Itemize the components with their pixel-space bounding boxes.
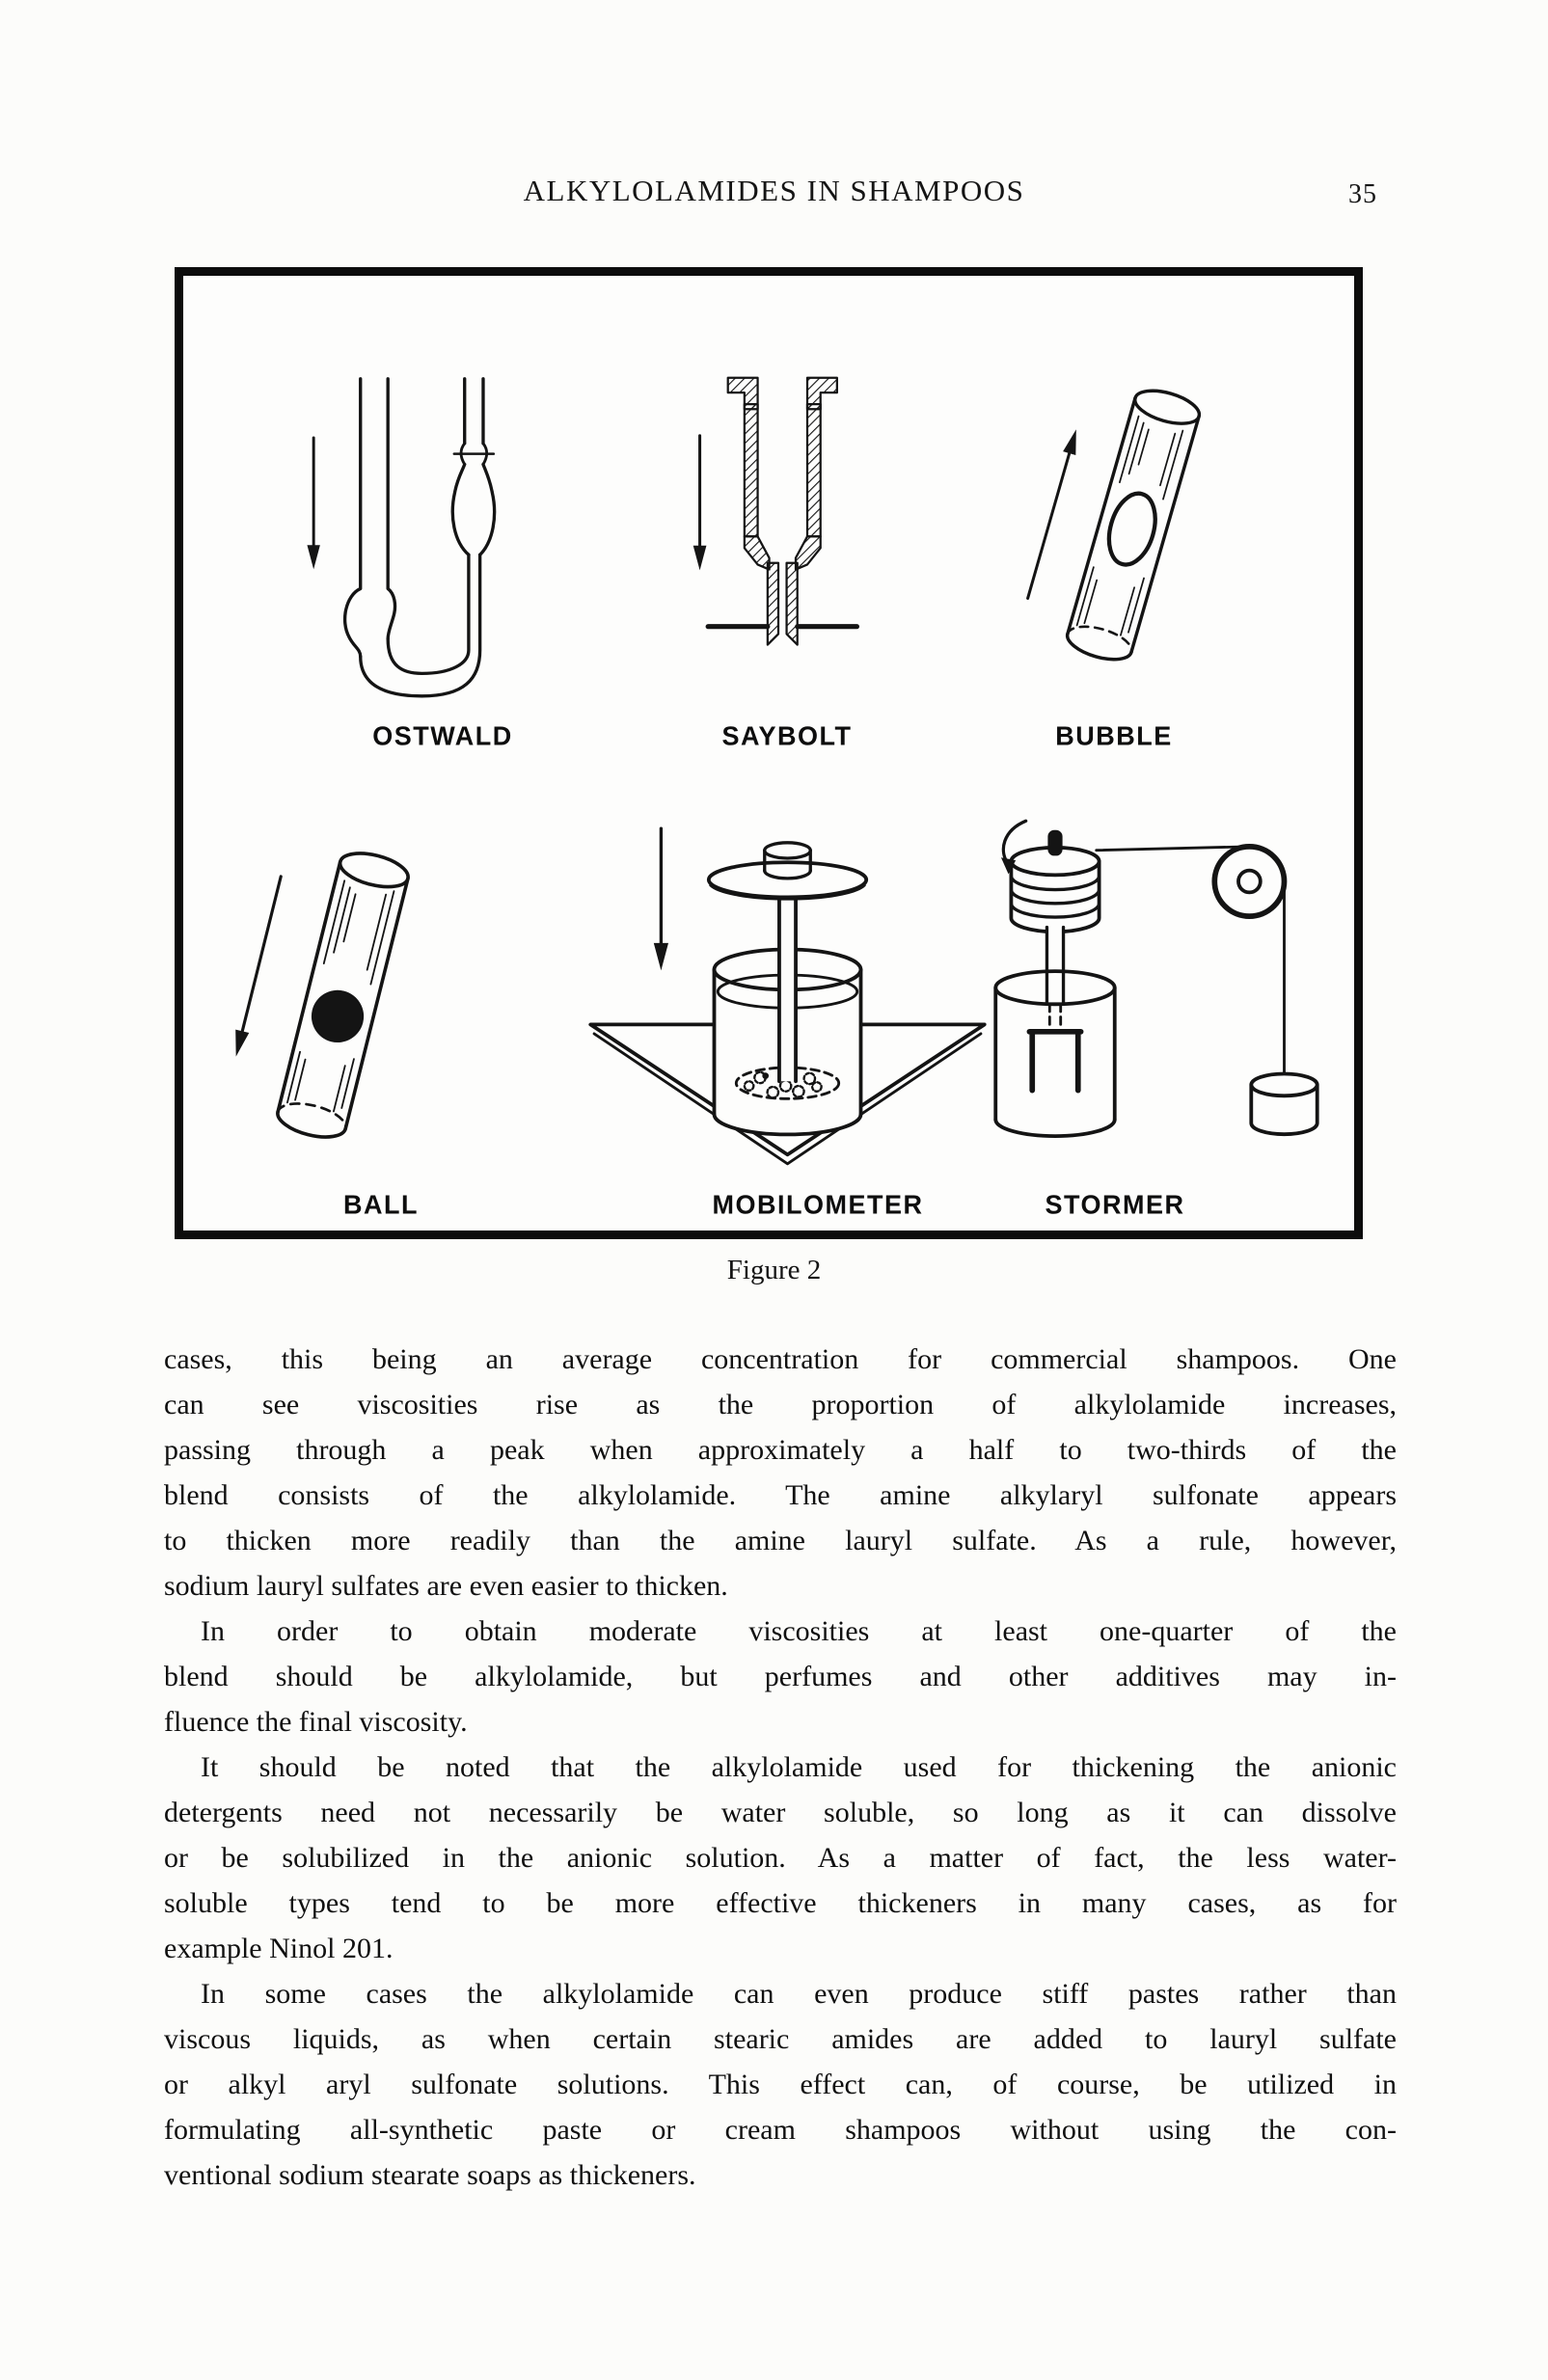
paragraph	[164, 1744, 1397, 1971]
text-line: blend consists of the alkylolamide. The amine alkylaryl sulfonate appears	[164, 1479, 1397, 1511]
text-line: fluence the final viscosity.	[164, 1706, 468, 1738]
text-line: sodium lauryl sulfates are even easier to thicken.	[164, 1570, 728, 1602]
paragraph	[164, 1609, 1397, 1744]
label-bubble: BUBBLE	[1055, 720, 1173, 751]
text-line: In some cases the alkylolamide can even produce stiff pastes rather than	[201, 1978, 1397, 2010]
down-arrow-icon	[654, 828, 668, 970]
ball-viscometer-drawing	[212, 812, 474, 1178]
down-arrow-icon	[693, 436, 707, 571]
text-line: example Ninol 201.	[164, 1933, 394, 1964]
text-line: ventional sodium stearate soaps as thickeners.	[164, 2159, 696, 2191]
label-ostwald: OSTWALD	[372, 720, 513, 751]
text-line: passing through a peak when approximately a half to two-thirds of the	[164, 1434, 1397, 1466]
text-line: or be solubilized in the anionic solution. As a matter of fact, the less water-	[164, 1842, 1397, 1874]
text-line: can see viscosities rise as the proportion of alkylolamide increases,	[164, 1389, 1397, 1420]
text-line: cases, this being an average concentration for commercial shampoos. One	[164, 1343, 1397, 1375]
falling-ball	[306, 985, 369, 1048]
text-line: formulating all-synthetic paste or cream shampoos without using the con-	[164, 2114, 1397, 2146]
text-line: to thicken more readily than the amine lauryl sulfate. As a rule, however,	[164, 1525, 1397, 1556]
ostwald-viscometer-drawing	[289, 353, 548, 700]
page-title: ALKYLOLAMIDES IN SHAMPOOS	[523, 174, 1025, 207]
air-bubble	[1101, 488, 1163, 570]
figure-caption: Figure 2	[726, 1255, 822, 1285]
body-text	[164, 1337, 1397, 2198]
label-saybolt: SAYBOLT	[721, 720, 853, 751]
weight	[1251, 1074, 1317, 1135]
text-line: soluble types tend to be more effective thickeners in many cases, as for	[164, 1887, 1397, 1919]
text-line: In order to obtain moderate viscosities at least one-quarter of the	[201, 1615, 1397, 1647]
down-arrow-icon	[307, 438, 319, 569]
figure-panel	[175, 267, 1363, 1239]
page-number: 35	[1348, 179, 1377, 209]
pulley	[1214, 847, 1284, 916]
text-line: It should be noted that the alkylolamide used for thickening the anionic	[201, 1751, 1397, 1783]
bubble-viscometer-drawing	[1009, 351, 1258, 699]
label-mobilometer: MOBILOMETER	[712, 1189, 924, 1220]
stormer-viscometer-drawing	[945, 808, 1330, 1175]
text-line: or alkyl aryl sulfonate solutions. This effect can, of course, be utilized in	[164, 2069, 1397, 2100]
paragraph	[164, 1337, 1397, 1609]
down-arrow-icon	[230, 875, 288, 1058]
text-line: viscous liquids, as when certain stearic amides are added to lauryl sulfate	[164, 2023, 1397, 2055]
label-stormer: STORMER	[1045, 1189, 1185, 1220]
paragraph	[164, 1971, 1397, 2198]
up-arrow-icon	[1021, 427, 1082, 600]
label-ball: BALL	[343, 1189, 419, 1220]
mobilometer-drawing	[577, 812, 998, 1178]
saybolt-viscometer-drawing	[685, 353, 883, 700]
text-line: blend should be alkylolamide, but perfumes and other additives may in-	[164, 1661, 1397, 1692]
text-line: detergents need not necessarily be water soluble, so long as it can dissolve	[164, 1797, 1397, 1828]
paddle	[1029, 1032, 1080, 1091]
